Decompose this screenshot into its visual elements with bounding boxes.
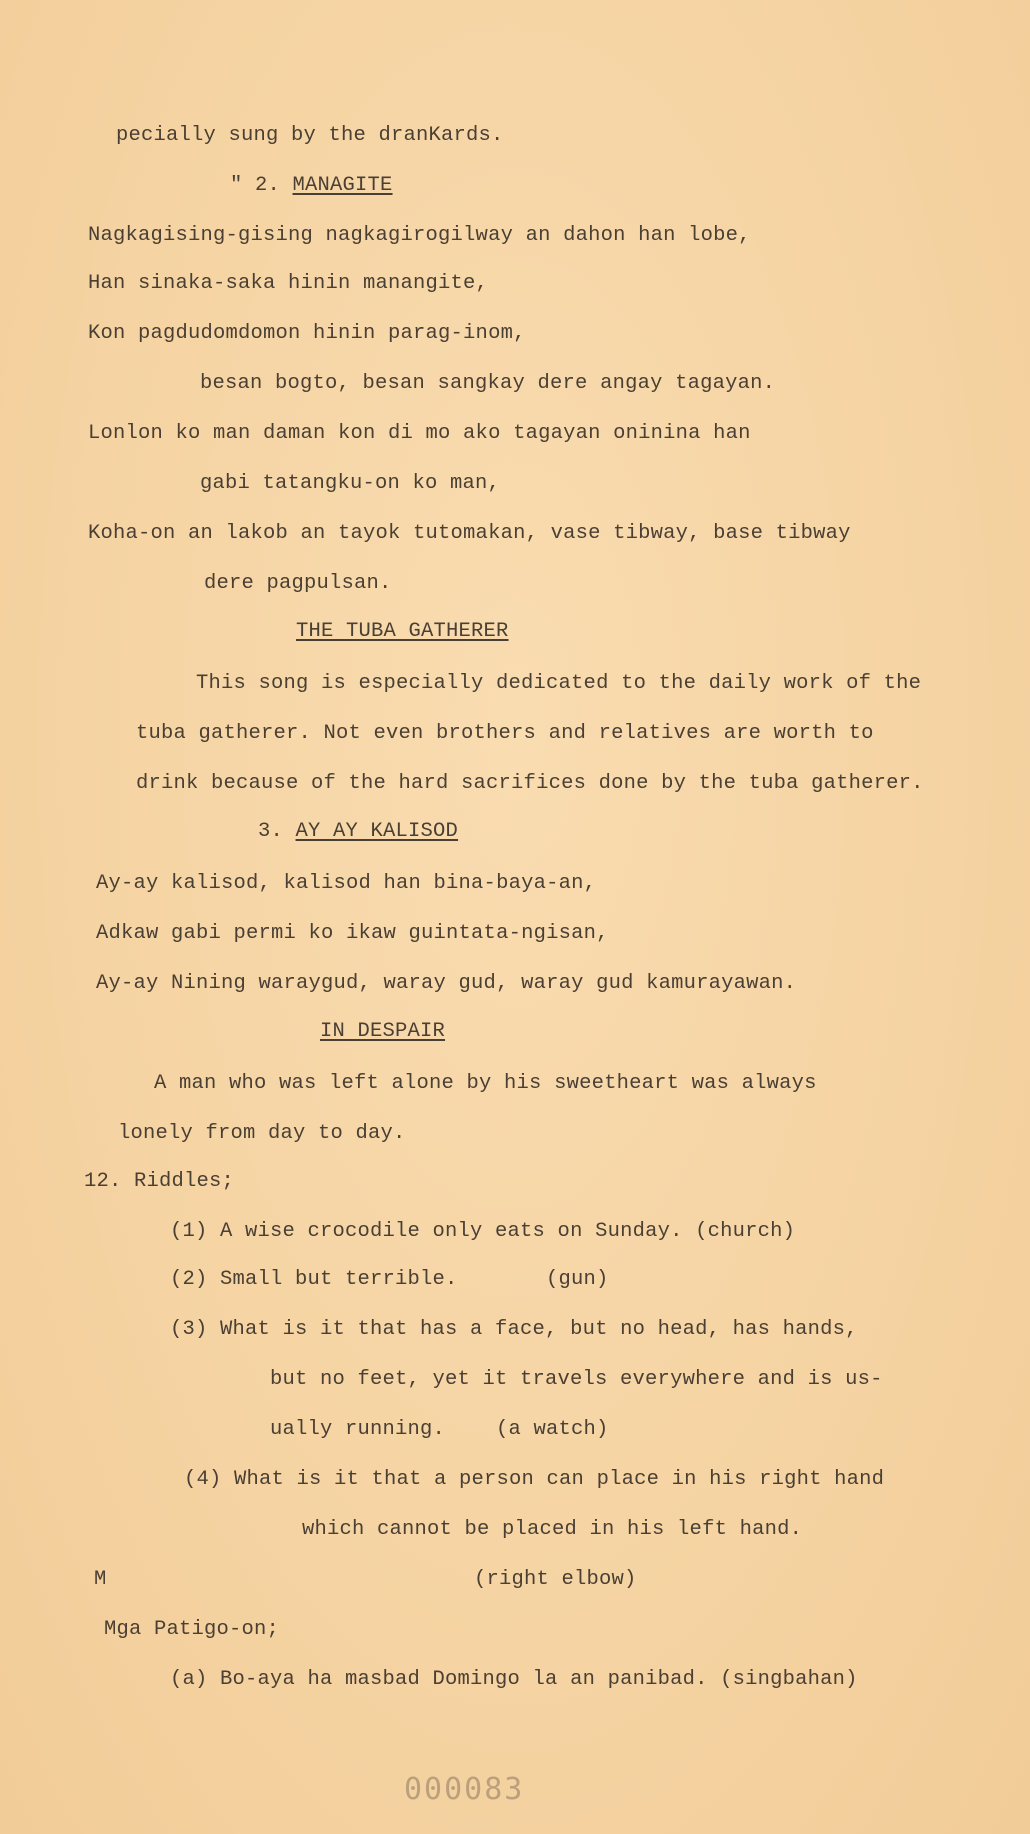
text-line: This song is especially dedicated to the daily work of the xyxy=(196,672,922,695)
heading-tuba-gatherer: THE TUBA GATHERER xyxy=(296,620,509,643)
heading-title: MANAGITE xyxy=(292,174,393,197)
text-line: but no feet, yet it travels everywhere and is us- xyxy=(270,1368,883,1391)
text-line: Lonlon ko man daman kon di mo ako tagayan oninina han xyxy=(88,422,751,445)
heading-title: AY AY KALISOD xyxy=(295,820,459,843)
text-line: besan bogto, besan sangkay dere angay tagayan. xyxy=(200,372,776,395)
text-line: tuba gatherer. Not even brothers and relatives are worth to xyxy=(136,722,874,745)
heading-number: " 2. xyxy=(230,174,281,197)
page-number-stamp: 000083 xyxy=(404,1772,525,1807)
text-line: lonely from day to day. xyxy=(118,1122,406,1145)
text-line: pecially sung by the dranKards. xyxy=(116,124,504,147)
heading-managite xyxy=(230,174,393,197)
text-line: Koha-on an lakob an tayok tutomakan, vase tibway, base tibway xyxy=(88,522,851,545)
riddle-item: (2) Small but terrible. xyxy=(170,1268,458,1291)
riddle-answer: (gun) xyxy=(546,1268,609,1291)
heading-number: 3. xyxy=(258,820,284,843)
text-line: Ay-ay Nining waraygud, waray gud, waray gud kamurayawan. xyxy=(96,972,797,995)
text-line: which cannot be placed in his left hand. xyxy=(302,1518,803,1541)
riddle-answer: (right elbow) xyxy=(474,1568,637,1591)
text-line: M xyxy=(94,1568,107,1591)
text-line: Kon pagdudomdomon hinin parag-inom, xyxy=(88,322,526,345)
heading-in-despair: IN DESPAIR xyxy=(320,1020,446,1043)
section-patigo-on: Mga Patigo-on; xyxy=(104,1618,280,1641)
riddle-item: (4) What is it that a person can place in his right hand xyxy=(184,1468,885,1491)
text-line: Adkaw gabi permi ko ikaw guintata-ngisan, xyxy=(96,922,609,945)
riddle-answer: (a watch) xyxy=(496,1418,609,1441)
text-line: drink because of the hard sacrifices done by the tuba gatherer. xyxy=(136,772,924,795)
heading-ay-ay-kalisod xyxy=(258,820,458,843)
riddle-item: (3) What is it that has a face, but no head, has hands, xyxy=(170,1318,858,1341)
riddle-item: (a) Bo-aya ha masbad Domingo la an panibad. (singbahan) xyxy=(170,1668,858,1691)
text-line: Nagkagising-gising nagkagirogilway an dahon han lobe, xyxy=(88,224,751,247)
text-line: dere pagpulsan. xyxy=(204,572,392,595)
section-riddles: 12. Riddles; xyxy=(84,1170,235,1193)
text-line: A man who was left alone by his sweetheart was always xyxy=(154,1072,817,1095)
text-line: ually running. xyxy=(270,1418,446,1441)
text-line: Han sinaka-saka hinin manangite, xyxy=(88,272,489,295)
text-line: Ay-ay kalisod, kalisod han bina-baya-an, xyxy=(96,872,597,895)
riddle-item: (1) A wise crocodile only eats on Sunday. (church) xyxy=(170,1220,796,1243)
text-line: gabi tatangku-on ko man, xyxy=(200,472,501,495)
